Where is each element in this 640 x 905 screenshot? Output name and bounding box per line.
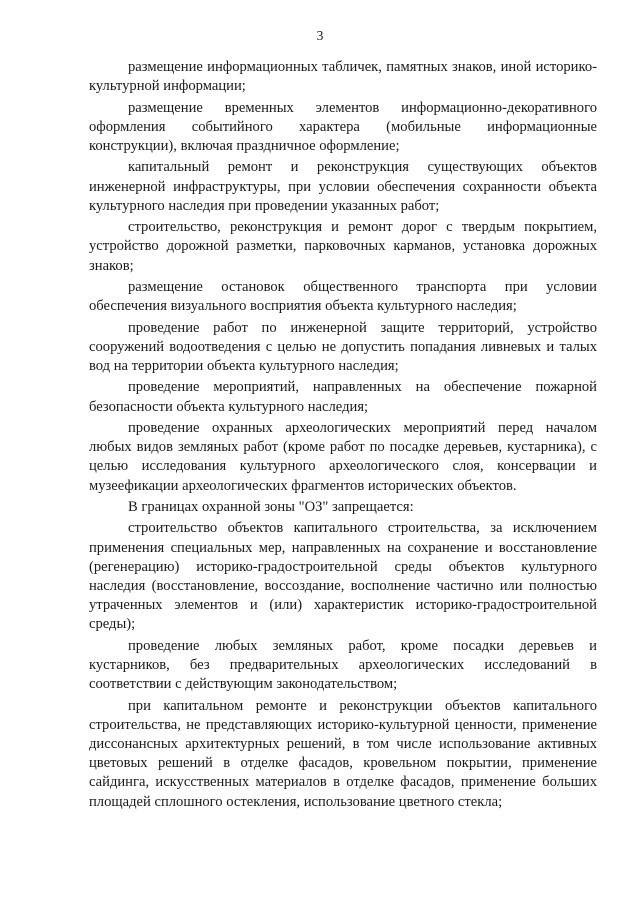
paragraph: размещение временных элементов информационно-декоративного оформления событийного характера (мобильные информационные конструкции), включая праздничное оформление; <box>89 99 597 154</box>
paragraph: капитальный ремонт и реконструкция существующих объектов инженерной инфраструктуры, при условии обеспечения сохранности объекта культурного наследия при проведении указанных работ; <box>89 159 597 214</box>
paragraph: проведение охранных археологических мероприятий перед началом любых видов земляных работ (кроме работ по посадке деревьев, кустарника), с целью исследования культурного археологического слоя, консервации и музеефикации археологических фрагментов исторических объектов. <box>89 419 597 494</box>
document-body <box>89 58 597 814</box>
paragraph: проведение мероприятий, направленных на обеспечение пожарной безопасности объекта культурного наследия; <box>89 379 597 415</box>
paragraph: размещение информационных табличек, памятных знаков, иной историко-культурной информации; <box>89 59 597 95</box>
paragraph: проведение любых земляных работ, кроме посадки деревьев и кустарников, без предварительных археологических исследований в соответствии с действующим законодательством; <box>89 637 597 693</box>
paragraph: размещение остановок общественного транспорта при условии обеспечения визуального восприятия объекта культурного наследия; <box>89 278 597 315</box>
paragraph: проведение работ по инженерной защите территорий, устройство сооружений водоотведения с целью не допустить попадания ливневых и талых вод на территории объекта культурного наследия; <box>89 319 597 374</box>
paragraph: строительство объектов капитального строительства, за исключением применения специальных мер, направленных на сохранение и восстановление (регенерацию) историко-градостроительной среды объектов культурного наследия (восстановление, воссоздание, восполнение частично или полностью утраченных элементов и (или) характеристик историко-градостроительной среды); <box>89 520 597 633</box>
paragraph: при капитальном ремонте и реконструкции объектов капитального строительства, не представляющих историко-культурной ценности, применение диссонансных архитектурных решений, в том числе использование активных цветовых решений в отделке фасадов, кровельном покрытии, применение сайдинга, искусственных материалов в отделке фасадов, применение больших площадей сплошного остекления, использование цветного стекла; <box>89 697 597 810</box>
section-heading: В границах охранной зоны "ОЗ" запрещается: <box>128 498 414 515</box>
paragraph: строительство, реконструкция и ремонт дорог с твердым покрытием, устройство дорожной разметки, парковочных карманов, установка дорожных знаков; <box>89 219 597 274</box>
page-number: 3 <box>316 28 324 43</box>
